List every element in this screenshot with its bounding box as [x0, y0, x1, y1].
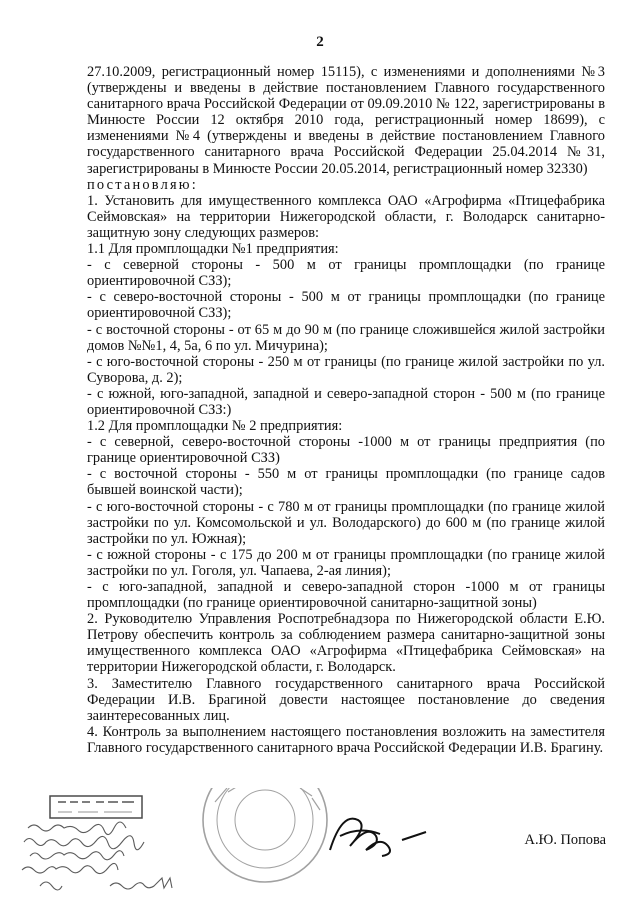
page-number: 2 [316, 34, 324, 50]
paragraph-zone-2-southeast: - с юго-восточной стороны - с 780 м от границы промплощадки (по границе жилой застройки по ул. Комсомольской и ул. Володарского) до 600 м (по границе жилой застройки по ул. Южная); [87, 498, 605, 547]
document-body [87, 64, 605, 756]
paragraph-zone-1-south-west: - с южной, юго-западной, западной и северо-западной сторон - 500 м (по границе ориентировочной СЗЗ:) [87, 385, 605, 418]
paragraph-item-1: 1. Установить для имущественного комплекса ОАО «Агрофирма «Птицефабрика Сеймовская» на территории Нижегородской области, г. Володарск санитарно-защитную зону следующих размеров: [87, 192, 605, 241]
paragraph-zone-1-east: - с восточной стороны - от 65 м до 90 м (по границе сложившейся жилой застройки домов №№1, 4, 5а, 6 по ул. Мичурина); [87, 321, 605, 354]
paragraph-item-1-1: 1.1 Для промплощадки №1 предприятия: [87, 241, 339, 258]
paragraph-item-4: 4. Контроль за выполнением настоящего постановления возложить на заместителя Главного государственного санитарного врача Российской Федерации И.В. Брагину. [87, 723, 605, 756]
paragraph-zone-1-north: - с северной стороны - 500 м от границы промплощадки (по границе ориентировочной СЗЗ); [87, 257, 605, 290]
handwritten-note [22, 822, 172, 890]
paragraph-zone-2-west: - с юго-западной, западной и северо-западной сторон -1000 м от границы промплощадки (по границе ориентировочной санитарно-защитной зоны) [87, 579, 605, 612]
copy-certified-stamp [50, 796, 142, 818]
paragraph-resolves: постановляю: [87, 176, 198, 193]
signature-area [0, 788, 640, 905]
paragraph-zone-2-north: - с северной, северо-восточной стороны -1000 м от границы предприятия (по границе ориентировочной СЗЗ) [87, 434, 605, 467]
paragraph-zone-1-northeast: - с северо-восточной стороны - 500 м от границы промплощадки (по границе ориентировочной СЗЗ); [87, 289, 605, 322]
paragraph-item-3: 3. Заместителю Главного государственного санитарного врача Российской Федерации И.В. Брагиной довести настоящее постановление до сведения заинтересованных лиц. [87, 675, 605, 724]
paragraph-zone-2-east: - с восточной стороны - 550 м от границы промплощадки (по границе садов бывшей воинской части); [87, 466, 605, 499]
paragraph-zone-2-south: - с южной стороны - с 175 до 200 м от границы промплощадки (по границе жилой застройки по ул. Гоголя, ул. Чапаева, 2-ая линия); [87, 546, 605, 579]
paragraph-item-1-2: 1.2 Для промплощадки № 2 предприятия: [87, 418, 343, 435]
paragraph-preamble: 27.10.2009, регистрационный номер 15115), с изменениями и дополнениями №3 (утверждены и введены в действие постановлением Главного государственного санитарного врача Российской Федерации от 09.09.2010 № 122, зарегистрированы в Минюсте России 12 октября 2010 года, регистрационный номер 18699), с изменениями №4 (утверждены и введены в действие постановлением Главного государственного санитарного врача Российской Федерации 25.04.2014 №31, зарегистрированы в Минюсте России 20.05.2014, регистрационный номер 32330) [87, 64, 605, 177]
signer-name: А.Ю. Попова [524, 832, 606, 848]
paragraph-zone-1-southeast: - с юго-восточной стороны - 250 м от границы (по границе жилой застройки по ул. Суворова, д. 2); [87, 353, 605, 386]
signature [330, 819, 426, 856]
paragraph-item-2: 2. Руководителю Управления Роспотребнадзора по Нижегородской области Е.Ю. Петрову обеспечить контроль за соблюдением размера санитарно-защитной зоны имущественного комплекса ОАО «Агрофирма «Птицефабрика Сеймовская» на территории Нижегородской области, г. Володарск. [87, 611, 605, 676]
round-seal [203, 788, 327, 882]
